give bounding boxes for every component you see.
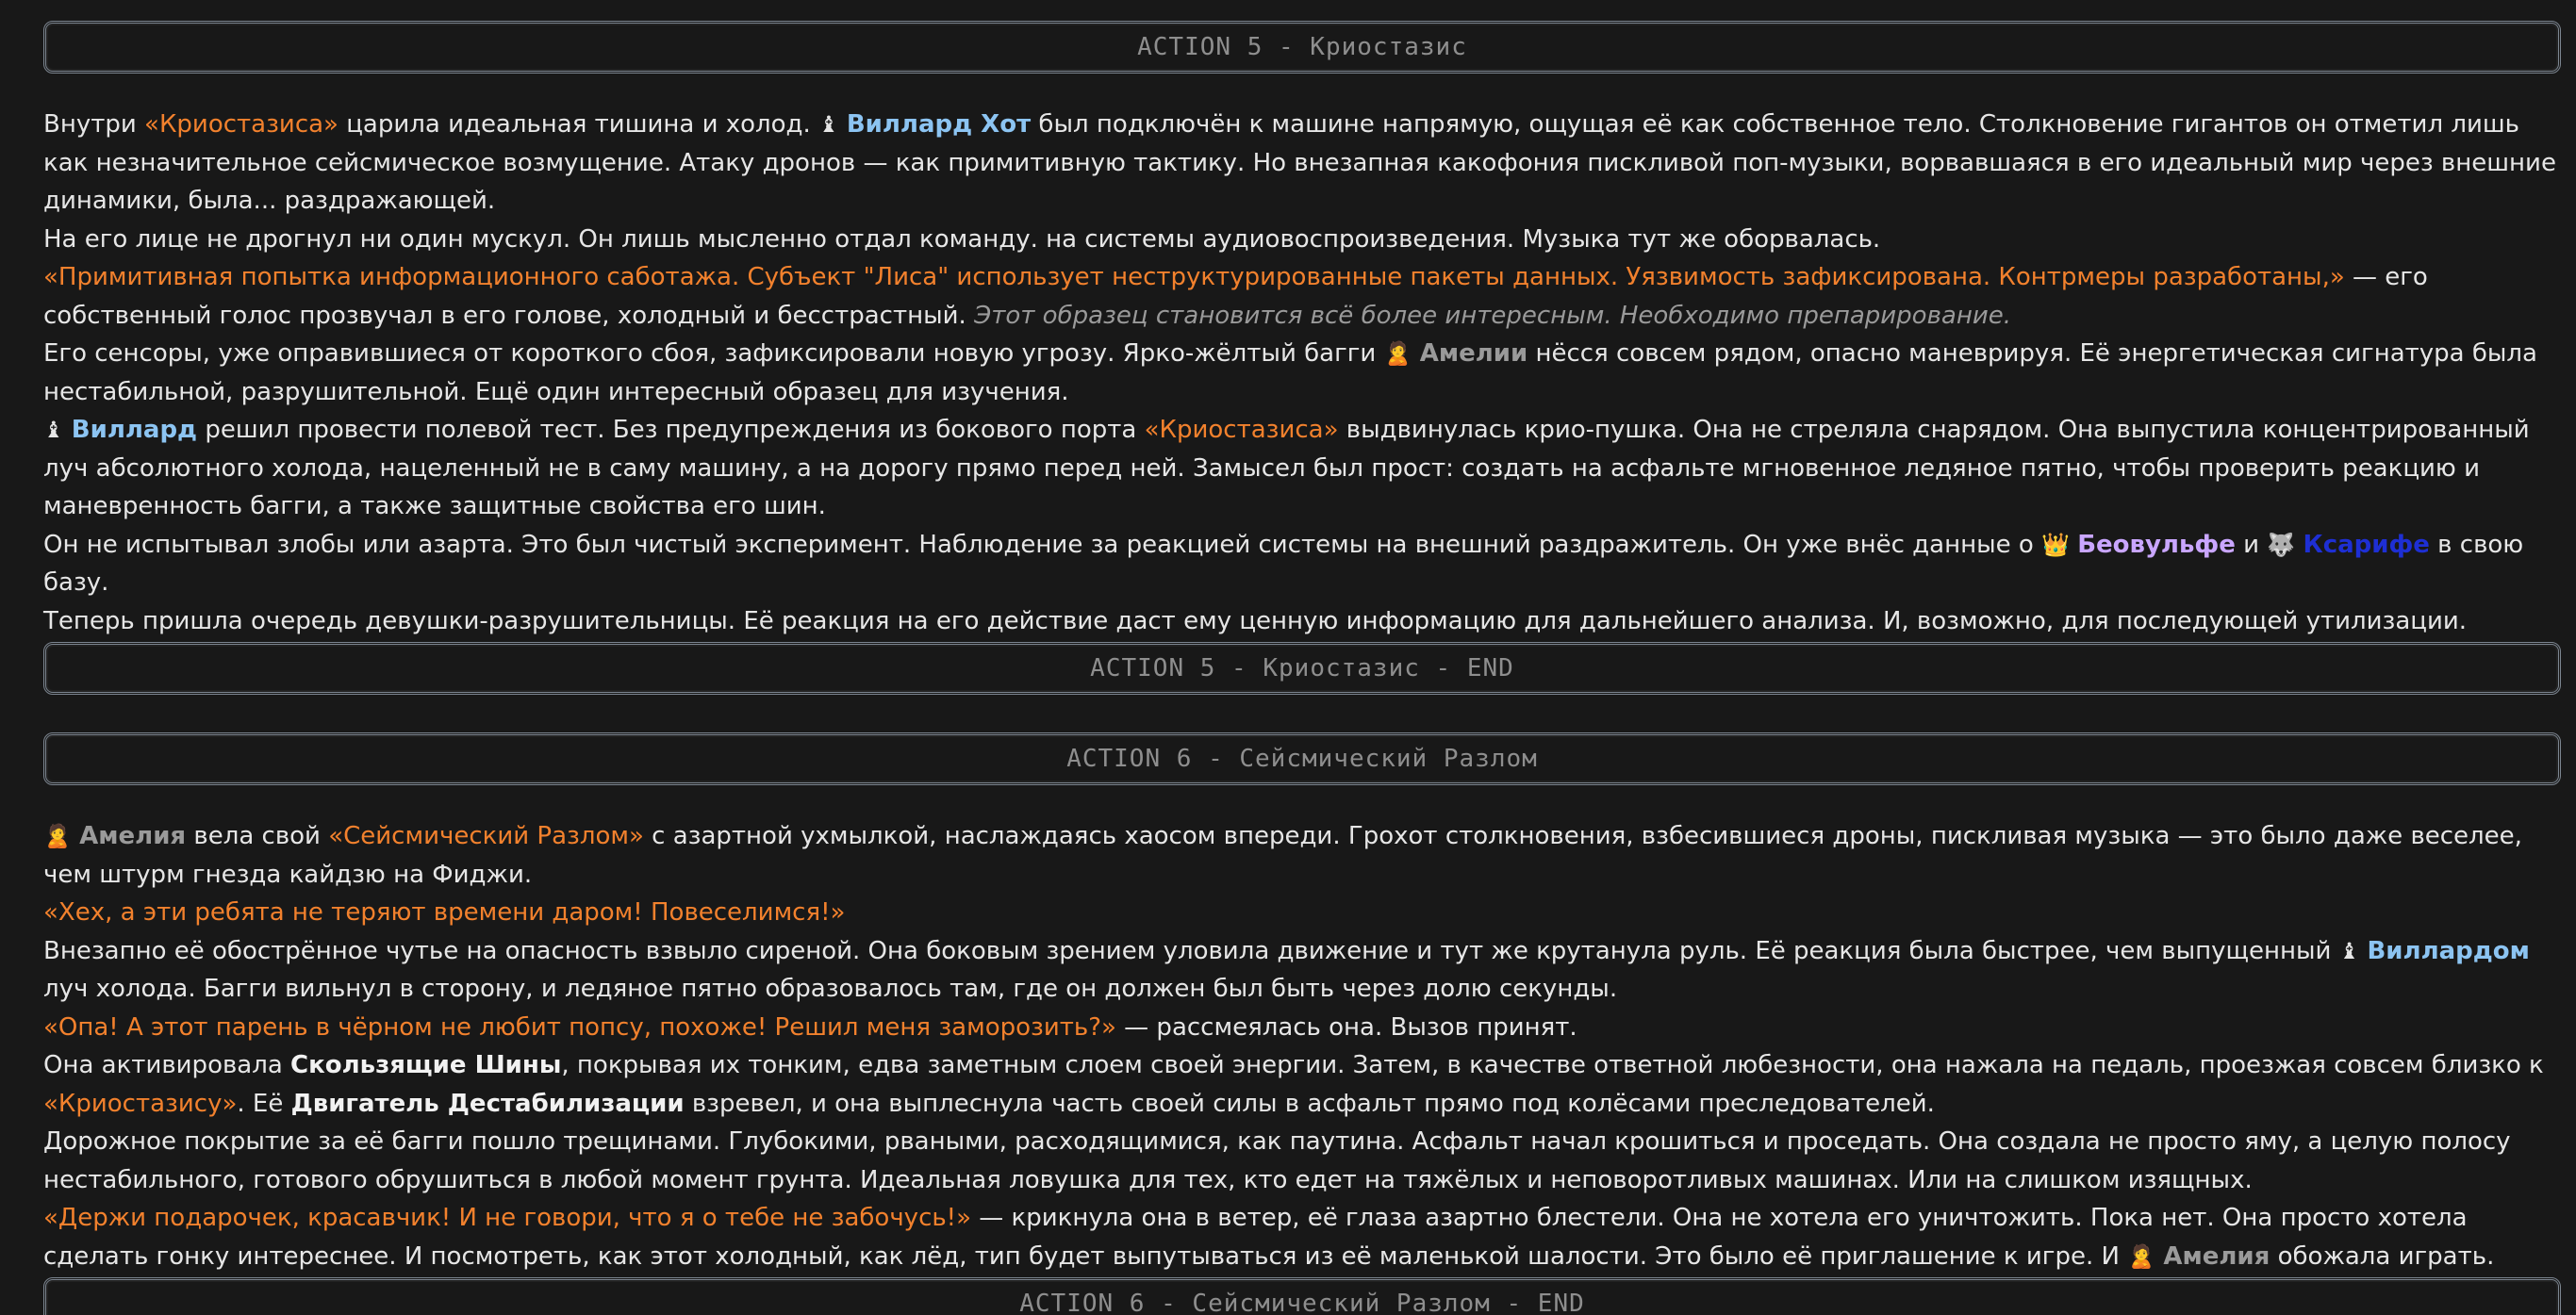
action6-paragraph-7 xyxy=(43,1199,2561,1275)
action5-paragraph-5 xyxy=(43,411,2561,526)
text: луч холода. Багги вильнул в сторону, и ледяное пятно образовалось там, где он должен был быть через долю секунды. xyxy=(43,975,1618,1003)
character-villard: Виллард xyxy=(71,416,198,444)
text: Внезапно её обострённое чутье на опасность взвыло сиреной. Она боковым зрением уловила движение и тут же крутанула руль. Её реакция была быстрее, чем выпущенный xyxy=(43,936,2339,965)
kriostazis-ship-name: «Криостазиса» xyxy=(1144,416,1339,444)
action5-paragraph-6 xyxy=(43,526,2561,602)
text: был подключён к машине напрямую, ощущая её как собственное тело. Столкновение гигантов он отметил лишь как незначительное сейсмическое возмущение. Атаку дронов — как примитивную тактику. Но внезапная какофония пискливой поп-музыки, ворвавшаяся в его идеальный мир через внешние динамики, была... раздражающей. xyxy=(43,110,2556,215)
character-villard: Виллард Хот xyxy=(846,110,1032,139)
person-icon: 🙎 xyxy=(1383,340,1412,367)
razlom-vehicle-name: «Сейсмический Разлом» xyxy=(328,822,644,850)
action5-header-banner xyxy=(43,21,2561,74)
text: царила идеальная тишина и холод. xyxy=(338,110,819,139)
villard-thought: Этот образец становится всё более интересным. Необходимо препарирование. xyxy=(974,301,2011,330)
text: вела свой xyxy=(186,822,329,850)
kriostazis-ship-name: «Криостазиса» xyxy=(144,110,339,139)
text: нёсся совсем рядом, опасно маневрируя. Её энергетическая сигнатура была нестабильной, разрушительной. Ещё один интересный образец для изучения. xyxy=(43,339,2537,406)
text: — рассмеялась она. Вызов принят. xyxy=(1115,1012,1577,1042)
action6-title: ACTION 6 - Сейсмический Разлом xyxy=(1066,745,1538,773)
text: решил провести полевой тест. Без предупреждения из бокового порта xyxy=(197,416,1145,444)
story-log xyxy=(43,21,2561,1315)
text: . Её xyxy=(237,1089,291,1118)
action6-paragraph-3 xyxy=(43,932,2561,1009)
text: Его сенсоры, уже оправившиеся от короткого сбоя, зафиксировали новую угрозу. Ярко-жёлтый багги xyxy=(43,339,1384,368)
action5-paragraph-7: Теперь пришла очередь девушки-разрушительницы. Её реакция на его действие даст ему ценную информацию для дальнейшего анализа. И, возможно, для последующей утилизации. xyxy=(43,606,2468,635)
ability-sliding-tires: Скользящие Шины xyxy=(290,1051,562,1079)
character-amelia: Амелии xyxy=(1419,339,1528,368)
action5-paragraph-2: На его лице не дрогнул ни один мускул. Он лишь мысленно отдал команду. на системы аудиовоспроизведения. Музыка тут же оборвалась. xyxy=(43,224,1881,254)
action5-end-banner xyxy=(43,642,2561,695)
action6-paragraph-4 xyxy=(43,1009,2561,1047)
text: и xyxy=(2235,530,2268,559)
text: с азартной ухмылкой, наслаждаясь хаосом впереди. Грохот столкновения, взбесившиеся дроны, пискливая музыка — это было даже веселее, чем штурм гнезда кайдзю на Фиджи. xyxy=(43,822,2522,889)
text: — крикнула она в ветер, её глаза азартно блестели. Она не хотела его уничтожить. Пока нет. Она просто хотела сделать гонку интереснее. И посмотреть, как этот холодный, как лёд, тип будет выпутываться из её маленькой шалости. Это было её приглашение к игре. И xyxy=(43,1204,2468,1271)
action6-end-title: ACTION 6 - Сейсмический Разлом - END xyxy=(1019,1290,1585,1315)
kriostazis-ship-name: «Криостазису» xyxy=(43,1089,238,1118)
amelia-speech: «Держи подарочек, красавчик! И не говори, что я о тебе не забочусь!» xyxy=(43,1204,972,1232)
action5-paragraph-4 xyxy=(43,335,2561,411)
crown-icon: 👑 xyxy=(2041,531,2070,558)
ability-destabilization-engine: Двигатель Дестабилизации xyxy=(290,1089,685,1118)
character-villard: Виллардом xyxy=(2367,936,2530,965)
text: , покрывая их тонким, едва заметным слоем своей энергии. Затем, в качестве ответной любезности, она нажала на педаль, проезжая совсем близко к xyxy=(561,1051,2544,1079)
bishop-icon: ♝ xyxy=(818,111,839,138)
character-ksarif: Ксарифе xyxy=(2303,530,2430,559)
text: — его собственный голос прозвучал в его голове, холодный и бесстрастный. xyxy=(43,263,2428,330)
bishop-icon: ♝ xyxy=(43,417,64,443)
character-beowulf: Беовульфе xyxy=(2077,530,2236,559)
character-amelia: Амелия xyxy=(79,822,187,850)
action6-end-banner xyxy=(43,1277,2561,1315)
bishop-icon: ♝ xyxy=(2338,937,2360,964)
text: выдвинулась крио-пушка. Она не стреляла снарядом. Она выпустила концентрированный луч абсолютного холода, нацеленный не в саму машину, а на дорогу прямо перед ней. Замысел был прост: создать на асфальте мгновенное ледяное пятно, чтобы проверить реакцию и маневренность багги, а также защитные свойства его шин. xyxy=(43,416,2530,520)
action6-paragraph-5 xyxy=(43,1046,2561,1123)
action6-paragraph-1 xyxy=(43,817,2561,894)
wolf-icon: 🐺 xyxy=(2267,531,2296,558)
text: взревел, и она выплеснула часть своей силы в асфальт прямо под колёсами преследователей. xyxy=(684,1089,1935,1118)
text: обожала играть. xyxy=(2270,1241,2495,1271)
action6-paragraph-6: Дорожное покрытие за её багги пошло трещинами. Глубокими, рваными, расходящимися, как паутина. Асфальт начал крошиться и проседать. Она создала не просто яму, а целую полосу нестабильного, готового обрушиться в любой момент грунта. Идеальная ловушка для тех, кто едет на тяжёлых и неповоротливых машинах. Или на слишком изящных. xyxy=(43,1127,2511,1194)
text: Она активировала xyxy=(43,1051,291,1079)
villard-speech: «Примитивная попытка информационного саботажа. Субъект "Лиса" использует неструктурированные пакеты данных. Уязвимость зафиксирована. Контрмеры разработаны,» xyxy=(43,263,2345,291)
person-icon: 🙎 xyxy=(43,823,72,849)
character-amelia: Амелия xyxy=(2163,1241,2271,1271)
person-icon: 🙎 xyxy=(2127,1242,2156,1270)
action5-title: ACTION 5 - Криостазис xyxy=(1137,33,1467,61)
text: в свою базу. xyxy=(43,530,2524,597)
action6-paragraph-2: «Хех, а эти ребята не теряют времени даром! Повеселимся!» xyxy=(43,898,846,927)
action6-header-banner xyxy=(43,732,2561,785)
action5-end-title: ACTION 5 - Криостазис - END xyxy=(1090,654,1514,682)
amelia-speech: «Опа! А этот парень в чёрном не любит попсу, похоже! Решил меня заморозить?» xyxy=(43,1012,1116,1042)
action5-paragraph-3 xyxy=(43,258,2561,335)
text: Он не испытывал злобы или азарта. Это был чистый эксперимент. Наблюдение за реакцией системы на внешний раздражитель. Он уже внёс данные о xyxy=(43,530,2042,559)
text: Внутри xyxy=(43,110,145,139)
action5-paragraph-1 xyxy=(43,106,2561,221)
